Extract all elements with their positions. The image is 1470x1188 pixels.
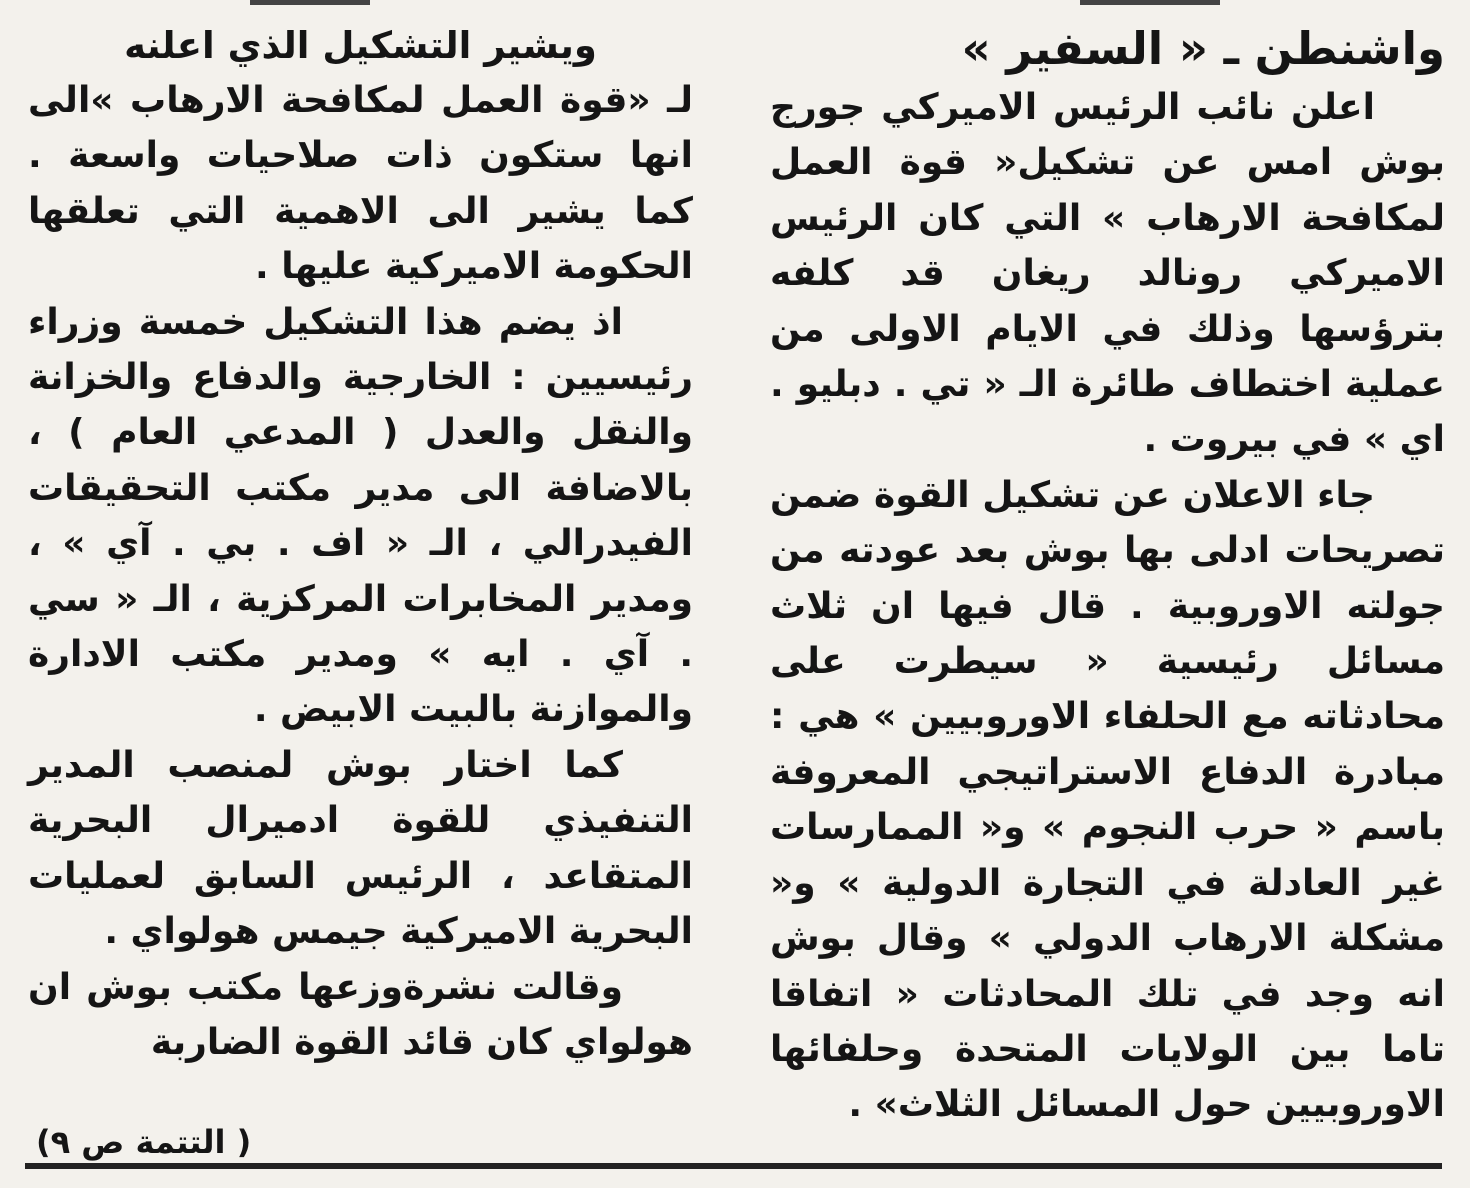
article-paragraph: وقالت نشرةوزعها مكتب بوش ان هولواي كان قائد القوة الضاربة: [28, 966, 693, 1063]
article-column-left: [28, 0, 693, 1070]
article-paragraph: اعلن نائب الرئيس الاميركي جورج بوش امس عن تشكيل« قوة العمل لمكافحة الارهاب » التي كان الرئيس الاميركي رونالد ريغان قد كلفه بترؤسها وذلك في الايام الاولى من عملية اختطاف طائرة الـ « تي . دبليو . اي » في بيروت .: [770, 87, 1445, 461]
continuation-note: ( التتمة ص ٩): [36, 1123, 252, 1161]
dateline-headline: واشنطن ـ « السفير »: [961, 22, 1445, 75]
article-column-right: [770, 0, 1445, 1133]
article-paragraph: اذ يضم هذا التشكيل خمسة وزراء رئيسيين : الخارجية والدفاع والخزانة والنقل والعدل ( المدعي العام ) ، بالاضافة الى مدير مكتب التحقيقات الفيدرالي ، الـ « اف . بي . آي » ، ومدير المخابرات المركزية ، الـ « سي . آي . ايه » ومدير مكتب الادارة والموازنة بالبيت الابيض .: [28, 301, 693, 731]
bottom-rule: [25, 1163, 1442, 1169]
article-paragraph: جاء الاعلان عن تشكيل القوة ضمن تصريحات ادلى بها بوش بعد عودته من جولته الاوروبية . قال فيها ان ثلاث مسائل رئيسية « سيطرت على محادثاته مع الحلفاء الاوروبيين » هي : مبادرة الدفاع الاستراتيجي المعروفة باسم « حرب النجوم » و« الممارسات غير العادلة في التجارة الدولية » و« مشكلة الارهاب الدولي » وقال بوش انه وجد في تلك المحادثات « اتفاقا تاما بين الولايات المتحدة وحلفائها الاوروبيين حول المسائل الثلاث» .: [770, 474, 1445, 1126]
article-body-right: [770, 80, 1445, 1133]
article-paragraph: لـ «قوة العمل لمكافحة الارهاب »الى انها ستكون ذات صلاحيات واسعة . كما يشير الى الاهمية التي تعلقها الحكومة الاميركية عليها .: [28, 80, 693, 288]
column-subhead: ويشير التشكيل الذي اعلنه: [124, 24, 597, 67]
article-body-left: [28, 73, 693, 1070]
article-paragraph: كما اختار بوش لمنصب المدير التنفيذي للقوة ادميرال البحرية المتقاعد ، الرئيس السابق لعمليات البحرية الاميركية جيمس هولواي .: [28, 744, 693, 953]
